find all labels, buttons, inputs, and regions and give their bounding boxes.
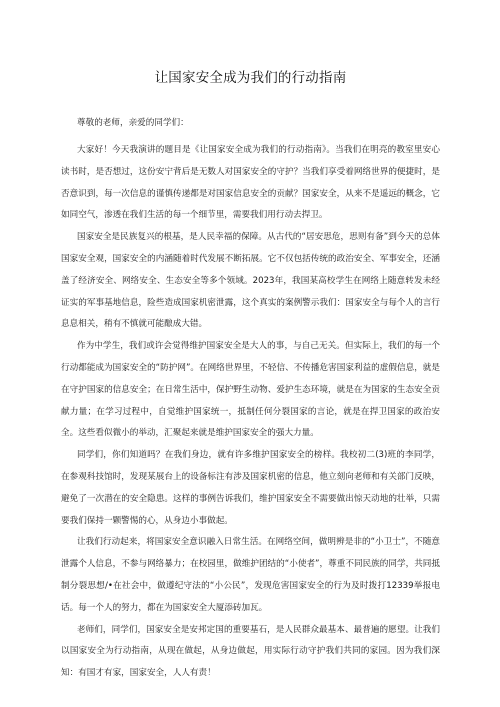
paragraph-2: 国家安全是民族复兴的根基，是人民幸福的保障。从古代的“居安思危，思则有备”到今天的总体国家安全观，国家安全的内涵随着时代发展不断拓展。它不仅包括传统的政治安全、军事安全，还涵盖了经济安全、网络安全、生态安全等多个领域。2023年，我国某高校学生在网络上随意转发未经证实的军事基地信息，险些造成国家机密泄露，这个真实的案例警示我们：国家安全与每个人的言行息息相关，稍有不慎就可能酿成大错。	[61, 232, 440, 330]
paragraph-6: 老师们，同学们，国家安全是安邦定国的重要基石，是人民群众最基本、最普遍的愿望。让我们以国家安全为行动指南，从现在做起，从身边做起，用实际行动守护我们共同的家园。因为我们深知：有国才有家，国家安全，人人有责！	[61, 624, 440, 679]
paragraph-1: 大家好！今天我演讲的题目是《让国家安全成为我们的行动指南》。当我们在明亮的教室里安心读书时，是否想过，这份安宁背后是无数人对国家安全的守护？当我们享受着网络世界的便捷时，是否意识到，每一次信息的谨慎传递都是对国家信息安全的贡献？国家安全，从来不是遥远的概念，它如同空气，渗透在我们生活的每一个细节里，需要我们用行动去捍卫。	[61, 145, 440, 221]
document-title: 让国家安全成为我们的行动指南	[154, 70, 347, 86]
salutation: 尊敬的老师，亲爱的同学们：	[77, 118, 189, 128]
paragraph-5: 让我们行动起来，将国家安全意识融入日常生活。在网络空间，做明辨是非的“小卫士”，不随意泄露个人信息，不参与网络暴力；在校园里，做维护团结的“小使者”，尊重不同民族的同学，共同抵制分裂思想/•在社会中，做遵纪守法的“小公民”，发现危害国家安全的行为及时拨打12339举报电话。每一个人的努力，都在为国家安全大厦添砖加瓦。	[61, 537, 440, 613]
paragraph-4: 同学们，你们知道吗？在我们身边，就有许多维护国家安全的榜样。我校初二(3)班的李同学，在参观科技馆时，发现某展台上的设备标注有涉及国家机密的信息，他立刻向老师和有关部门反映，避免了一次潜在的安全隐患。这样的事例告诉我们，维护国家安全不需要做出惊天动地的壮举，只需要我们保持一颗警惕的心，从身边小事做起。	[61, 450, 440, 526]
paragraph-3: 作为中学生，我们或许会觉得维护国家安全是大人的事，与自己无关。但实际上，我们的每一个行动都能成为国家安全的“防护网”。在网络世界里，不轻信、不传播危害国家利益的虚假信息，就是在守护国家的信息安全；在日常生活中，保护野生动物、爱护生态环境，就是在为国家的生态安全贡献力量；在学习过程中，自觉维护国家统一，抵制任何分裂国家的言论，就是在捍卫国家的政治安全。这些看似微小的举动，汇聚起来就是维护国家安全的强大力量。	[61, 341, 440, 439]
